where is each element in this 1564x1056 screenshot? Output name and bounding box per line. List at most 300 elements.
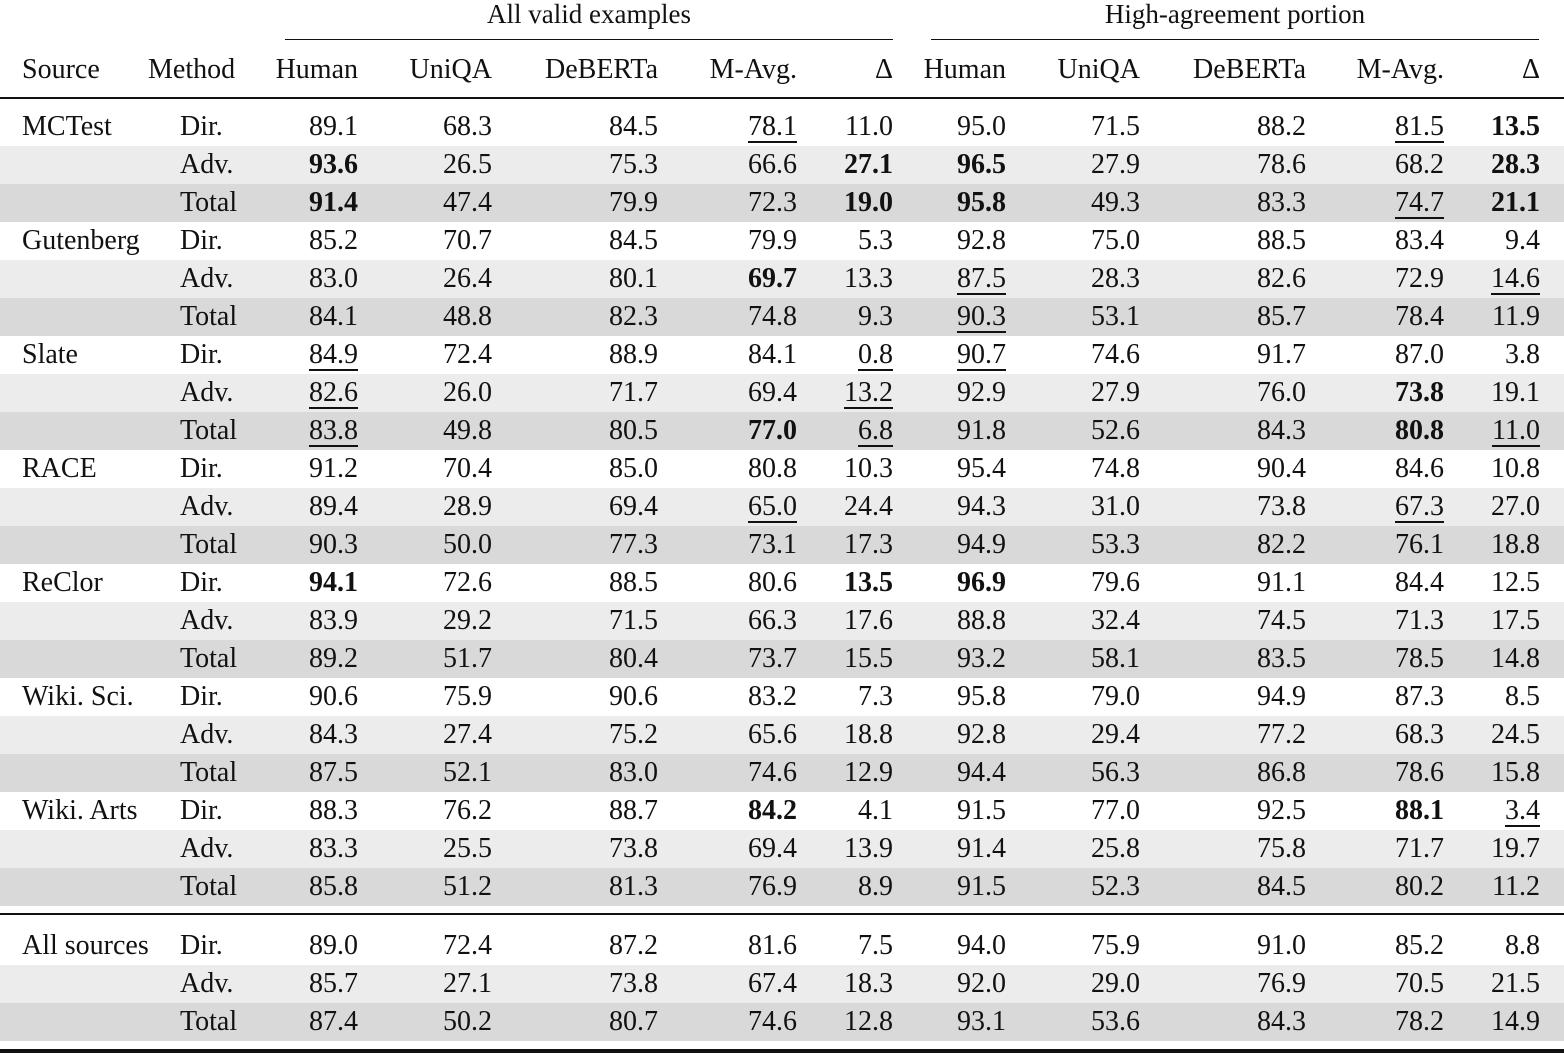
value-text: 90.7 xyxy=(957,339,1006,370)
value-text: 81.3 xyxy=(609,871,658,902)
value-cell-human-ha xyxy=(900,792,1006,830)
value-cell-deberta xyxy=(510,716,658,754)
method-cell: Dir. xyxy=(180,111,223,142)
value-text: 71.7 xyxy=(609,377,658,408)
value-text: 12.5 xyxy=(1491,567,1540,598)
table-row xyxy=(0,298,1564,336)
value-cell-deberta xyxy=(510,336,658,374)
value-cell-deberta-ha xyxy=(1160,564,1306,602)
value-cell-deberta xyxy=(510,754,658,792)
value-cell-human xyxy=(250,678,358,716)
value-text: 15.5 xyxy=(844,643,893,674)
value-text: 91.5 xyxy=(957,871,1006,902)
value-cell-mavg xyxy=(680,564,797,602)
value-cell-deberta xyxy=(510,412,658,450)
value-cell-human-ha xyxy=(900,108,1006,146)
value-cell-deberta-ha xyxy=(1160,450,1306,488)
table-row xyxy=(0,526,1564,564)
value-cell-deberta xyxy=(510,678,658,716)
value-cell-human xyxy=(250,488,358,526)
value-cell-mavg xyxy=(680,526,797,564)
value-text: 10.8 xyxy=(1491,453,1540,484)
source-cell: Gutenberg xyxy=(22,225,140,256)
value-text: 27.9 xyxy=(1091,149,1140,180)
value-cell-human xyxy=(250,146,358,184)
value-cell-uniqa-ha xyxy=(1030,830,1140,868)
method-cell: Adv. xyxy=(180,833,234,864)
value-text: 76.1 xyxy=(1395,529,1444,560)
col-header-human: Human xyxy=(275,54,358,85)
col-header-mavg: M-Avg. xyxy=(709,54,797,85)
value-text: 90.6 xyxy=(609,681,658,712)
method-cell: Adv. xyxy=(180,149,234,180)
value-text: 18.3 xyxy=(844,968,893,999)
value-text: 87.4 xyxy=(309,1006,358,1037)
value-text: 90.4 xyxy=(1257,453,1306,484)
value-cell-delta-ha xyxy=(1470,792,1540,830)
table-row xyxy=(0,488,1564,526)
value-cell-human xyxy=(250,716,358,754)
value-text: 82.2 xyxy=(1257,529,1306,560)
value-cell-delta xyxy=(820,1003,893,1041)
value-text: 84.5 xyxy=(1257,871,1306,902)
value-cell-human xyxy=(250,184,358,222)
value-cell-delta-ha xyxy=(1470,830,1540,868)
value-text: 53.3 xyxy=(1091,529,1140,560)
value-text: 67.4 xyxy=(748,968,797,999)
col-header-delta: Δ xyxy=(1521,54,1540,85)
source-cell: Slate xyxy=(22,339,78,370)
value-cell-delta-ha xyxy=(1470,488,1540,526)
value-text: 66.6 xyxy=(748,149,797,180)
value-cell-deberta xyxy=(510,640,658,678)
value-cell-mavg xyxy=(680,792,797,830)
value-cell-human-ha xyxy=(900,754,1006,792)
value-text: 31.0 xyxy=(1091,491,1140,522)
value-cell-human xyxy=(250,868,358,906)
value-cell-deberta-ha xyxy=(1160,868,1306,906)
value-cell-deberta xyxy=(510,564,658,602)
value-text: 3.8 xyxy=(1505,339,1540,370)
value-text: 52.3 xyxy=(1091,871,1140,902)
value-text: 82.3 xyxy=(609,301,658,332)
value-text: 9.4 xyxy=(1505,225,1540,256)
value-text: 53.6 xyxy=(1091,1006,1140,1037)
value-cell-human xyxy=(250,640,358,678)
value-cell-delta xyxy=(820,526,893,564)
value-text: 78.4 xyxy=(1395,301,1444,332)
value-text: 65.6 xyxy=(748,719,797,750)
value-cell-uniqa xyxy=(380,927,492,965)
value-cell-uniqa-ha xyxy=(1030,298,1140,336)
value-text: 90.3 xyxy=(957,301,1006,332)
value-text: 51.2 xyxy=(443,871,492,902)
value-cell-uniqa-ha xyxy=(1030,336,1140,374)
value-text: 28.3 xyxy=(1091,263,1140,294)
value-text: 88.2 xyxy=(1257,111,1306,142)
value-text: 77.0 xyxy=(1091,795,1140,826)
value-text: 12.8 xyxy=(844,1006,893,1037)
value-cell-human xyxy=(250,564,358,602)
value-cell-delta xyxy=(820,602,893,640)
value-text: 77.0 xyxy=(748,415,797,446)
value-text: 90.6 xyxy=(309,681,358,712)
value-cell-mavg-ha xyxy=(1330,108,1444,146)
value-text: 88.5 xyxy=(1257,225,1306,256)
value-text: 80.8 xyxy=(748,453,797,484)
value-cell-mavg xyxy=(680,716,797,754)
method-cell: Dir. xyxy=(180,930,223,961)
value-cell-human-ha xyxy=(900,146,1006,184)
method-cell: Total xyxy=(180,301,238,332)
method-cell: Total xyxy=(180,529,238,560)
value-text: 76.9 xyxy=(1257,968,1306,999)
value-text: 75.9 xyxy=(1091,930,1140,961)
value-text: 10.3 xyxy=(844,453,893,484)
value-cell-mavg xyxy=(680,374,797,412)
value-text: 88.1 xyxy=(1395,795,1444,826)
value-text: 27.0 xyxy=(1491,491,1540,522)
value-text: 58.1 xyxy=(1091,643,1140,674)
value-cell-deberta-ha xyxy=(1160,602,1306,640)
value-cell-deberta-ha xyxy=(1160,526,1306,564)
value-text: 88.9 xyxy=(609,339,658,370)
value-cell-human-ha xyxy=(900,564,1006,602)
value-cell-mavg-ha xyxy=(1330,298,1444,336)
value-cell-human xyxy=(250,754,358,792)
value-cell-uniqa-ha xyxy=(1030,965,1140,1003)
value-text: 94.4 xyxy=(957,757,1006,788)
method-cell: Adv. xyxy=(180,968,234,999)
value-cell-deberta-ha xyxy=(1160,146,1306,184)
value-text: 13.5 xyxy=(1491,111,1540,142)
value-text: 75.9 xyxy=(443,681,492,712)
group-high-agreement xyxy=(931,0,1539,42)
value-cell-deberta-ha xyxy=(1160,754,1306,792)
value-cell-mavg-ha xyxy=(1330,488,1444,526)
value-text: 87.5 xyxy=(309,757,358,788)
value-cell-deberta xyxy=(510,965,658,1003)
value-cell-delta-ha xyxy=(1470,374,1540,412)
value-text: 28.3 xyxy=(1491,149,1540,180)
value-text: 91.4 xyxy=(309,187,358,218)
value-text: 11.0 xyxy=(845,111,893,142)
source-cell xyxy=(22,640,172,678)
group-rule xyxy=(931,39,1539,40)
value-text: 84.5 xyxy=(609,225,658,256)
value-cell-mavg xyxy=(680,830,797,868)
method-cell: Total xyxy=(180,757,238,788)
value-text: 92.8 xyxy=(957,719,1006,750)
value-cell-uniqa xyxy=(380,374,492,412)
value-text: 84.1 xyxy=(309,301,358,332)
value-text: 71.3 xyxy=(1395,605,1444,636)
value-cell-mavg xyxy=(680,927,797,965)
value-cell-delta-ha xyxy=(1470,260,1540,298)
value-text: 94.0 xyxy=(957,930,1006,961)
value-text: 91.8 xyxy=(957,415,1006,446)
value-cell-delta-ha xyxy=(1470,146,1540,184)
value-cell-uniqa xyxy=(380,830,492,868)
value-cell-delta xyxy=(820,927,893,965)
value-cell-uniqa xyxy=(380,564,492,602)
source-cell xyxy=(22,716,172,754)
table-row xyxy=(0,1003,1564,1041)
value-text: 95.0 xyxy=(957,111,1006,142)
value-cell-mavg-ha xyxy=(1330,640,1444,678)
value-text: 67.3 xyxy=(1395,491,1444,522)
value-text: 78.6 xyxy=(1257,149,1306,180)
value-text: 91.7 xyxy=(1257,339,1306,370)
value-cell-delta xyxy=(820,792,893,830)
value-cell-mavg xyxy=(680,678,797,716)
value-cell-human xyxy=(250,450,358,488)
value-cell-delta xyxy=(820,716,893,754)
value-text: 50.2 xyxy=(443,1006,492,1037)
value-cell-mavg-ha xyxy=(1330,260,1444,298)
value-cell-mavg xyxy=(680,965,797,1003)
value-text: 11.2 xyxy=(1492,871,1540,902)
value-text: 24.5 xyxy=(1491,719,1540,750)
value-text: 56.3 xyxy=(1091,757,1140,788)
value-cell-mavg-ha xyxy=(1330,716,1444,754)
value-cell-mavg-ha xyxy=(1330,1003,1444,1041)
value-text: 84.3 xyxy=(1257,1006,1306,1037)
method-cell: Adv. xyxy=(180,377,234,408)
value-cell-delta-ha xyxy=(1470,927,1540,965)
table-row xyxy=(0,184,1564,222)
value-cell-human xyxy=(250,412,358,450)
value-text: 12.9 xyxy=(844,757,893,788)
value-text: 78.1 xyxy=(748,111,797,142)
value-text: 73.8 xyxy=(1395,377,1444,408)
value-cell-human xyxy=(250,222,358,260)
value-cell-delta-ha xyxy=(1470,602,1540,640)
value-cell-delta-ha xyxy=(1470,108,1540,146)
table-row xyxy=(0,602,1564,640)
value-text: 79.9 xyxy=(609,187,658,218)
value-text: 94.9 xyxy=(1257,681,1306,712)
value-cell-uniqa xyxy=(380,146,492,184)
value-text: 71.5 xyxy=(1091,111,1140,142)
value-cell-delta-ha xyxy=(1470,222,1540,260)
value-text: 72.3 xyxy=(748,187,797,218)
source-cell xyxy=(22,965,172,1003)
value-cell-uniqa-ha xyxy=(1030,412,1140,450)
col-header-mavg: M-Avg. xyxy=(1356,54,1444,85)
value-cell-delta xyxy=(820,488,893,526)
table-row xyxy=(0,412,1564,450)
value-cell-uniqa xyxy=(380,754,492,792)
value-cell-deberta-ha xyxy=(1160,412,1306,450)
value-text: 27.9 xyxy=(1091,377,1140,408)
value-text: 19.7 xyxy=(1491,833,1540,864)
value-text: 75.8 xyxy=(1257,833,1306,864)
value-text: 13.3 xyxy=(844,263,893,294)
value-cell-human xyxy=(250,965,358,1003)
value-cell-mavg xyxy=(680,298,797,336)
value-cell-mavg-ha xyxy=(1330,868,1444,906)
value-cell-mavg-ha xyxy=(1330,222,1444,260)
value-cell-human xyxy=(250,108,358,146)
value-text: 26.5 xyxy=(443,149,492,180)
value-cell-uniqa-ha xyxy=(1030,927,1140,965)
value-text: 11.9 xyxy=(1492,301,1540,332)
group-all-valid-label: All valid examples xyxy=(487,0,691,29)
source-cell xyxy=(22,488,172,526)
value-cell-uniqa xyxy=(380,602,492,640)
method-cell: Dir. xyxy=(180,681,223,712)
value-cell-human xyxy=(250,927,358,965)
value-text: 92.5 xyxy=(1257,795,1306,826)
value-cell-human-ha xyxy=(900,830,1006,868)
value-text: 74.8 xyxy=(748,301,797,332)
value-text: 29.4 xyxy=(1091,719,1140,750)
group-header-row xyxy=(0,0,1564,42)
value-cell-deberta-ha xyxy=(1160,792,1306,830)
value-cell-human-ha xyxy=(900,298,1006,336)
value-text: 80.7 xyxy=(609,1006,658,1037)
value-text: 96.5 xyxy=(957,149,1006,180)
value-cell-mavg xyxy=(680,222,797,260)
source-cell xyxy=(22,754,172,792)
value-text: 85.2 xyxy=(309,225,358,256)
value-text: 84.4 xyxy=(1395,567,1444,598)
table-row xyxy=(0,260,1564,298)
value-text: 74.5 xyxy=(1257,605,1306,636)
value-text: 78.2 xyxy=(1395,1006,1444,1037)
value-text: 65.0 xyxy=(748,491,797,522)
value-cell-deberta-ha xyxy=(1160,965,1306,1003)
value-text: 68.2 xyxy=(1395,149,1444,180)
value-cell-deberta-ha xyxy=(1160,830,1306,868)
value-cell-mavg-ha xyxy=(1330,184,1444,222)
value-text: 85.8 xyxy=(309,871,358,902)
table-row xyxy=(0,678,1564,716)
value-text: 81.5 xyxy=(1395,111,1444,142)
value-text: 49.8 xyxy=(443,415,492,446)
value-cell-mavg xyxy=(680,1003,797,1041)
value-cell-human-ha xyxy=(900,450,1006,488)
table-row xyxy=(0,830,1564,868)
value-cell-human-ha xyxy=(900,868,1006,906)
value-cell-mavg xyxy=(680,754,797,792)
value-text: 72.4 xyxy=(443,930,492,961)
value-text: 19.1 xyxy=(1491,377,1540,408)
value-text: 79.9 xyxy=(748,225,797,256)
group-rule xyxy=(285,39,893,40)
value-cell-delta xyxy=(820,868,893,906)
value-text: 86.8 xyxy=(1257,757,1306,788)
value-text: 52.6 xyxy=(1091,415,1140,446)
value-text: 50.0 xyxy=(443,529,492,560)
summary-rule xyxy=(0,913,1564,915)
value-cell-mavg-ha xyxy=(1330,602,1444,640)
value-text: 91.5 xyxy=(957,795,1006,826)
value-cell-uniqa-ha xyxy=(1030,602,1140,640)
value-text: 13.9 xyxy=(844,833,893,864)
value-cell-deberta xyxy=(510,927,658,965)
method-cell: Total xyxy=(180,871,238,902)
value-cell-delta xyxy=(820,146,893,184)
method-cell: Total xyxy=(180,1006,238,1037)
value-cell-mavg-ha xyxy=(1330,374,1444,412)
value-text: 70.5 xyxy=(1395,968,1444,999)
value-cell-deberta-ha xyxy=(1160,927,1306,965)
source-cell xyxy=(22,146,172,184)
value-text: 88.7 xyxy=(609,795,658,826)
value-cell-human-ha xyxy=(900,640,1006,678)
table-row xyxy=(0,754,1564,792)
value-text: 79.6 xyxy=(1091,567,1140,598)
value-cell-mavg xyxy=(680,260,797,298)
value-cell-delta-ha xyxy=(1470,754,1540,792)
value-cell-delta xyxy=(820,298,893,336)
value-cell-uniqa-ha xyxy=(1030,678,1140,716)
method-cell: Dir. xyxy=(180,339,223,370)
value-text: 88.3 xyxy=(309,795,358,826)
value-cell-deberta xyxy=(510,868,658,906)
value-cell-uniqa-ha xyxy=(1030,222,1140,260)
value-cell-uniqa-ha xyxy=(1030,184,1140,222)
value-text: 29.0 xyxy=(1091,968,1140,999)
value-cell-deberta-ha xyxy=(1160,640,1306,678)
value-text: 85.7 xyxy=(1257,301,1306,332)
value-text: 84.5 xyxy=(609,111,658,142)
value-cell-mavg-ha xyxy=(1330,336,1444,374)
value-text: 48.8 xyxy=(443,301,492,332)
value-text: 82.6 xyxy=(309,377,358,408)
value-text: 5.3 xyxy=(858,225,893,256)
value-cell-human xyxy=(250,374,358,412)
value-cell-uniqa-ha xyxy=(1030,146,1140,184)
value-cell-delta-ha xyxy=(1470,678,1540,716)
value-cell-delta-ha xyxy=(1470,526,1540,564)
value-text: 73.8 xyxy=(609,968,658,999)
value-cell-uniqa xyxy=(380,965,492,1003)
method-cell: Adv. xyxy=(180,263,234,294)
method-cell: Dir. xyxy=(180,795,223,826)
col-header-deberta: DeBERTa xyxy=(1193,54,1306,85)
value-text: 73.1 xyxy=(748,529,797,560)
value-cell-uniqa-ha xyxy=(1030,564,1140,602)
value-cell-deberta-ha xyxy=(1160,1003,1306,1041)
value-text: 78.5 xyxy=(1395,643,1444,674)
value-text: 14.8 xyxy=(1491,643,1540,674)
value-cell-mavg xyxy=(680,868,797,906)
value-cell-uniqa-ha xyxy=(1030,374,1140,412)
value-cell-delta-ha xyxy=(1470,298,1540,336)
table-row xyxy=(0,792,1564,830)
value-cell-delta xyxy=(820,184,893,222)
source-cell xyxy=(22,412,172,450)
value-cell-uniqa xyxy=(380,336,492,374)
value-cell-human xyxy=(250,298,358,336)
value-cell-deberta-ha xyxy=(1160,260,1306,298)
value-text: 74.8 xyxy=(1091,453,1140,484)
value-text: 8.9 xyxy=(858,871,893,902)
value-text: 25.5 xyxy=(443,833,492,864)
value-text: 3.4 xyxy=(1505,795,1540,826)
value-cell-human-ha xyxy=(900,716,1006,754)
value-text: 76.9 xyxy=(748,871,797,902)
value-text: 95.4 xyxy=(957,453,1006,484)
value-cell-mavg-ha xyxy=(1330,927,1444,965)
value-cell-uniqa xyxy=(380,526,492,564)
value-cell-delta xyxy=(820,222,893,260)
value-cell-deberta-ha xyxy=(1160,716,1306,754)
value-text: 19.0 xyxy=(844,187,893,218)
